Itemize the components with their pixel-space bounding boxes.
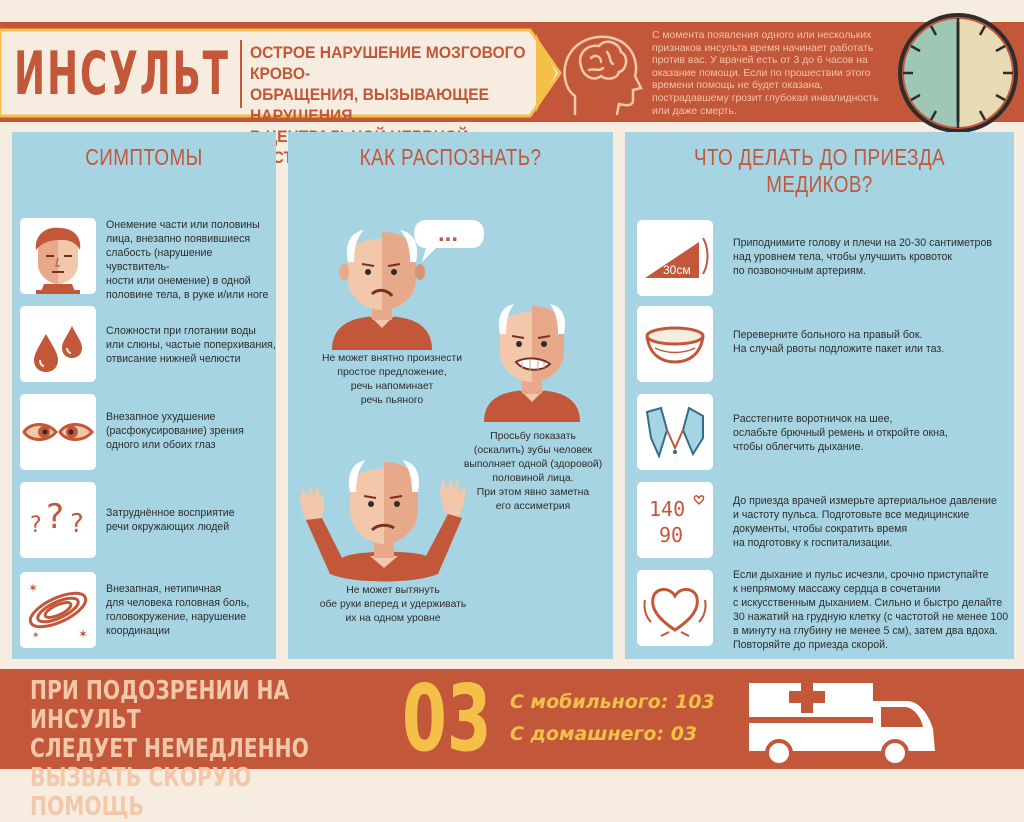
- symptom-text: [106, 410, 278, 452]
- emergency-number: 03: [402, 665, 492, 772]
- text-line: половине тела, в руке и/или ноге: [106, 289, 269, 301]
- text-line: и частоту пульса. Подготовьте все медицинские: [733, 509, 970, 521]
- header: [0, 0, 1024, 125]
- title-divider: [240, 40, 242, 108]
- recognize-title: КАК РАСПОЗНАТЬ?: [359, 144, 542, 170]
- text-line: Онемение части или половины: [106, 219, 260, 231]
- speech-bubble-dots: ...: [437, 220, 458, 247]
- symptom-text: [106, 218, 278, 302]
- warning-paragraph: [652, 30, 897, 118]
- text-line: Не может внятно произнести: [321, 353, 463, 364]
- dizziness-icon: [20, 572, 96, 648]
- text-line: ослабьте брючный ремень и откройте окна,: [733, 427, 948, 439]
- text-line: для человека головная боль,: [106, 597, 250, 609]
- pressure-diastolic: 90: [659, 523, 684, 547]
- face-icon: [20, 218, 96, 294]
- text-line: До приезда врачей измерьте артериальное давление: [733, 495, 997, 507]
- man-teeth-illustration: [482, 292, 582, 422]
- text-line: СЛЕДУЕТ НЕМЕДЛЕННО: [30, 734, 309, 764]
- text-line: Внезапная, нетипичная: [106, 583, 222, 595]
- text-line: его ассиметрия: [495, 501, 571, 512]
- incline-icon: [637, 220, 713, 296]
- text-line: с искусственным дыханием. Сильно и быстро делайте: [733, 597, 1003, 609]
- warning-line: против вас. У врачей есть от 3 до 6 часов на: [652, 55, 868, 67]
- text-line: Если дыхание и пульс исчезли, срочно приступайте: [733, 569, 989, 581]
- eyes-icon: [20, 394, 96, 470]
- text-line: (расфокусирование) зрения: [106, 425, 244, 437]
- symptom-text: [106, 506, 278, 534]
- text-line: простое предложение,: [337, 367, 447, 378]
- text-line: речь пьяного: [360, 395, 424, 406]
- home-number: С домашнего: 03: [510, 723, 698, 745]
- text-line: головокружение, нарушение: [106, 611, 247, 623]
- pressure-icon: [637, 482, 713, 558]
- subtitle-line: ОСТРОЕ НАРУШЕНИЕ МОЗГОВОГО КРОВО-: [250, 43, 526, 83]
- text-line: отвисание нижней челюсти: [106, 353, 241, 365]
- mobile-number: С мобильного: 103: [510, 691, 715, 713]
- text-line: одного или обоих глаз: [106, 439, 216, 451]
- action-text: [733, 412, 1009, 454]
- recognize-panel: [288, 132, 613, 659]
- text-line: чтобы облегчить дыхание.: [733, 441, 864, 453]
- text-line: Не может вытянуть: [346, 585, 440, 596]
- text-line: Приподнимите голову и плечи на 20-30 сантиметров: [733, 237, 992, 249]
- action-text: [733, 568, 1013, 652]
- recognize-text-speech: [302, 352, 482, 408]
- subtitle-line: ОБРАЩЕНИЯ, ВЫЗЫВАЮЩЕЕ НАРУШЕНИЯ: [250, 85, 490, 125]
- text-line: При этом явно заметна: [476, 487, 590, 498]
- svg-text:?: ?: [30, 513, 42, 538]
- text-line: слабость (нарушение чувствитель-: [106, 247, 213, 273]
- text-line: или слюны, частые поперхивания,: [106, 339, 276, 351]
- warning-line: признаков инсульта время начинает работать: [652, 42, 874, 54]
- svg-text:?: ?: [46, 497, 65, 537]
- action-text: [733, 328, 1009, 356]
- action-text: [733, 236, 1009, 278]
- text-line: лица, внезапно появившиеся: [106, 233, 251, 245]
- page-title: ИНСУЛЬТ: [14, 39, 230, 109]
- text-line: Просьбу показать: [490, 431, 576, 442]
- text-line: к непрямому массажу сердца в сочетании: [733, 583, 941, 595]
- footer: [0, 665, 1024, 822]
- text-line: половиной лица.: [492, 473, 574, 484]
- text-line: координации: [106, 625, 170, 637]
- text-line: над уровнем тела, чтобы улучшить кровоток: [733, 251, 953, 263]
- text-line: по позвоночным артериям.: [733, 265, 867, 277]
- text-line: Расстегните воротничок на шее,: [733, 413, 893, 425]
- svg-text:✶: ✶: [28, 581, 39, 595]
- emergency-call-text: [30, 677, 326, 822]
- text-line: Повторяйте до приезда скорой.: [733, 639, 888, 651]
- heart-icon: [637, 570, 713, 646]
- ambulance-icon: [745, 671, 945, 766]
- recognize-text-arms: [308, 584, 478, 626]
- text-line: выполняет одной (здоровой): [463, 459, 603, 470]
- svg-text:✶: ✶: [78, 627, 89, 641]
- warning-line: или даже смерть.: [652, 105, 737, 117]
- text-line: Внезапное ухудшение: [106, 411, 216, 423]
- man-arms-illustration: [294, 448, 474, 584]
- head-brain-icon: [555, 26, 645, 118]
- text-line: Затруднённое восприятие: [106, 507, 235, 519]
- text-line: Сложности при глотании воды: [106, 325, 256, 337]
- symptom-text: [106, 582, 278, 638]
- question-marks-icon: [20, 482, 96, 558]
- warning-line: времени помощь не будет оказана,: [652, 80, 823, 92]
- symptom-text: [106, 324, 278, 366]
- warning-line: оказание помощи. Если по прошествии этого: [652, 67, 871, 79]
- symptoms-title: СИМПТОМЫ: [85, 144, 203, 170]
- collar-icon: [637, 394, 713, 470]
- text-line: ВЫЗВАТЬ СКОРУЮ ПОМОЩЬ: [30, 763, 252, 822]
- text-line: в минуту на глубину не менее 5 см), затем два вдоха.: [733, 625, 998, 637]
- incline-label: 30см: [663, 263, 691, 277]
- text-line: Переверните больного на правый бок.: [733, 329, 923, 341]
- drops-icon: [20, 306, 96, 382]
- symptoms-panel: [12, 132, 276, 659]
- text-line: На случай рвоты подложите пакет или таз.: [733, 343, 945, 355]
- warning-line: пострадавшему грозит глубокая инвалидность: [652, 92, 879, 104]
- svg-text:?: ?: [70, 509, 84, 539]
- text-line: обе руки вперед и удерживать: [319, 599, 467, 610]
- text-line: их на одном уровне: [345, 613, 441, 624]
- text-line: 30 нажатий на грудную клетку (с частотой не менее 100: [733, 611, 1009, 623]
- recognize-text-teeth: [458, 430, 608, 514]
- svg-text:✶: ✶: [32, 631, 40, 641]
- text-line: ПРИ ПОДОЗРЕНИИ НА ИНСУЛЬТ: [30, 676, 290, 735]
- pressure-systolic: 140: [649, 497, 686, 521]
- actions-panel: [625, 132, 1014, 659]
- clock-icon: [895, 10, 1021, 136]
- text-line: речь напоминает: [350, 381, 434, 392]
- bowl-icon: [637, 306, 713, 382]
- actions-title: ЧТО ДЕЛАТЬ ДО ПРИЕЗДА МЕДИКОВ?: [693, 144, 946, 197]
- text-line: на подготовку к госпитализации.: [733, 537, 893, 549]
- text-line: ности или онемение) в одной: [106, 275, 251, 287]
- text-line: (оскалить) зубы человек: [473, 445, 593, 456]
- text-line: документы, чтобы сократить время: [733, 523, 908, 535]
- text-line: речи окружающих людей: [106, 521, 230, 533]
- action-text: [733, 494, 1009, 550]
- warning-line: С момента появления одного или нескольких: [652, 30, 872, 41]
